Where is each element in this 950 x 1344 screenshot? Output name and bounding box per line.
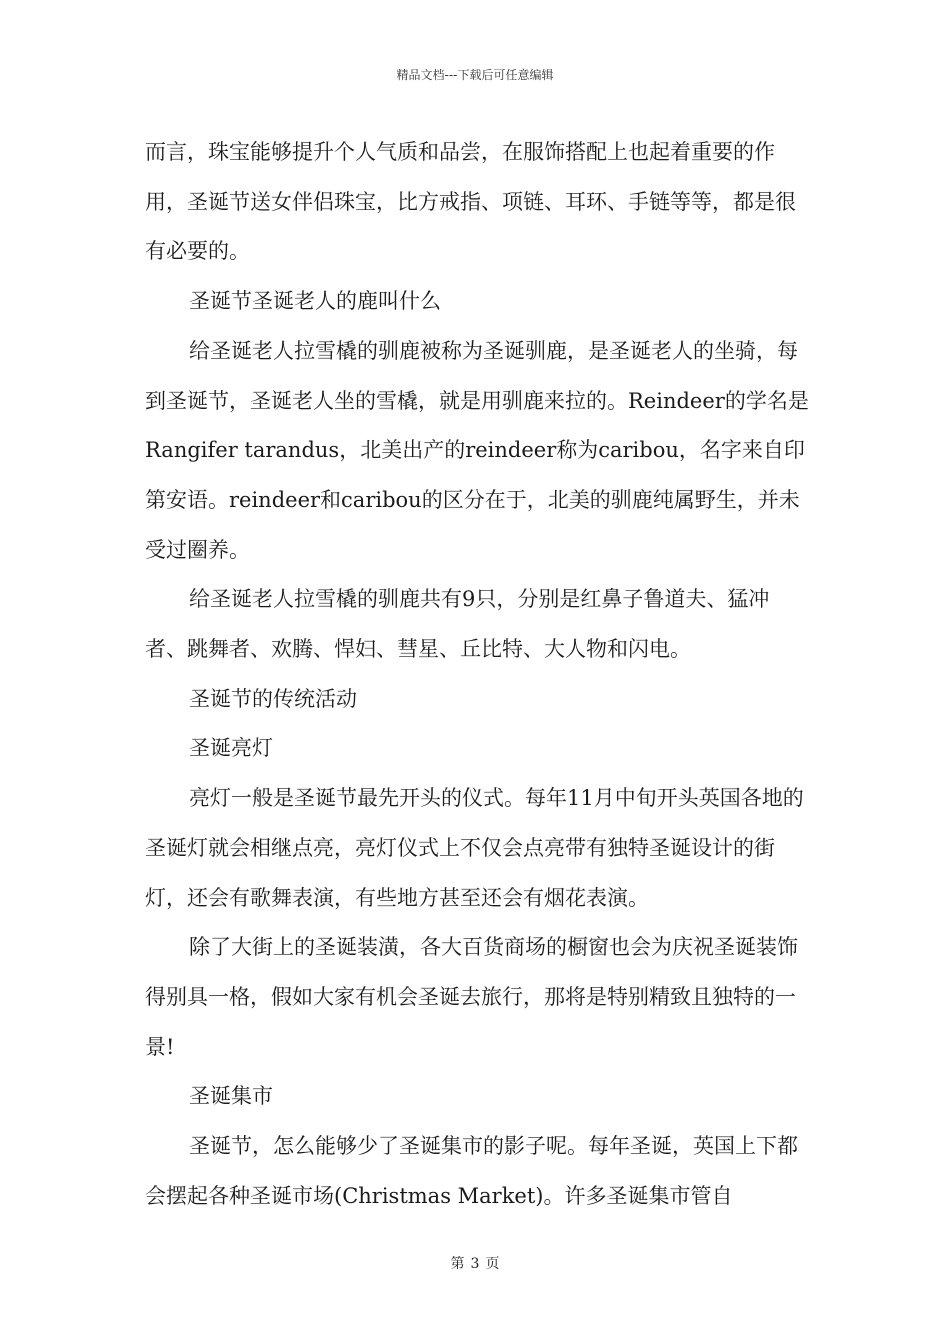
document-body bbox=[145, 128, 810, 1221]
paragraph: 圣诞节，怎么能够少了圣诞集市的影子呢。每年圣诞，英国上下都会摆起各种圣诞市场(Christmas Market)。许多圣诞集市管自 bbox=[145, 1134, 798, 1208]
page-number: 3 bbox=[470, 1256, 480, 1272]
paragraph: 亮灯一般是圣诞节最先开头的仪式。每年11月中旬开头英国各地的圣诞灯就会相继点亮，亮灯仪式上不仅会点亮带有独特圣诞设计的街灯，还会有歌舞表演，有些地方甚至还会有烟花表演。 bbox=[145, 786, 804, 910]
paragraph: 给圣诞老人拉雪橇的驯鹿被称为圣诞驯鹿，是圣诞老人的坐骑，每到圣诞节，圣诞老人坐的雪橇，就是用驯鹿来拉的。Reindeer的学名是Rangifer tarandus，北美出产的reindeer称为caribou，名字来自印第安语。reindeer和caribou的区分在于，北美的驯鹿纯属野生，并未受过圈养。 bbox=[145, 338, 809, 562]
page-header: 精品文档---下载后可任意编辑 bbox=[396, 68, 554, 82]
page-prefix: 第 bbox=[450, 1256, 465, 1272]
sub-heading: 圣诞亮灯 bbox=[189, 736, 273, 761]
paragraph: 除了大街上的圣诞装潢，各大百货商场的橱窗也会为庆祝圣诞装饰得别具一格，假如大家有机会圣诞去旅行，那将是特别精致且独特的一景! bbox=[145, 935, 798, 1059]
sub-heading: 圣诞集市 bbox=[189, 1084, 273, 1109]
paragraph: 给圣诞老人拉雪橇的驯鹿共有9只，分别是红鼻子鲁道夫、猛冲者、跳舞者、欢腾、悍妇、彗星、丘比特、大人物和闪电。 bbox=[145, 587, 770, 662]
page-suffix: 页 bbox=[485, 1256, 500, 1272]
paragraph: 而言，珠宝能够提升个人气质和品尝，在服饰搭配上也起着重要的作用，圣诞节送女伴侣珠宝，比方戒指、项链、耳环、手链等等，都是很有必要的。 bbox=[145, 140, 796, 264]
section-heading: 圣诞节圣诞老人的鹿叫什么 bbox=[189, 289, 441, 314]
page-footer bbox=[0, 1253, 950, 1273]
section-heading: 圣诞节的传统活动 bbox=[189, 686, 357, 711]
